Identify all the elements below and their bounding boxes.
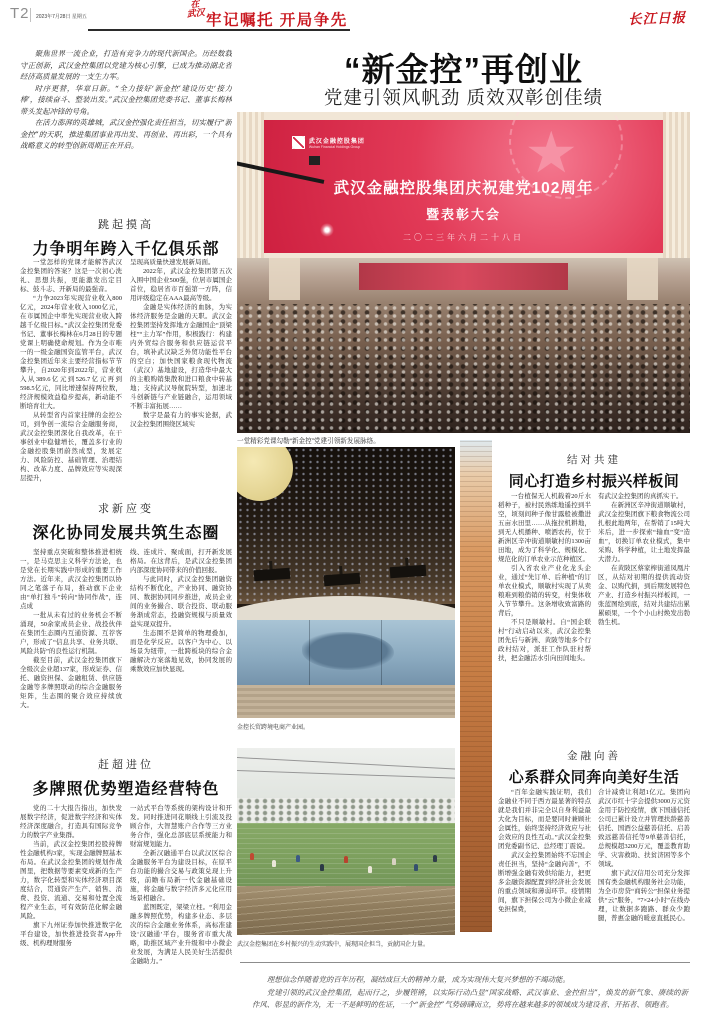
motto-paragraph: 党建引领的武汉金控集团，起而行之，步履铿锵，以实际行动凸显“国家战略、武汉事业、金控担当”，焕发的新气象、赓续的新作风、彰显的新作为，无一不是鲜明的佐证，一个“新金控”气势磅礴而立，势将在越来越多的领域成为建设者、开拓者、领跑者。 xyxy=(252,987,688,1009)
body-paragraph: 生态圈不是简单的物理叠加，而是化学反应。以客户为中心、以场景为纽带，一批跨板块的综合金融解决方案落地见效，协同发展的乘数效应加快显现。 xyxy=(130,630,232,673)
body-paragraph: 与此同时，武汉金控集团融资结构不断优化，产业协同、融资协同、数据协同同步推进，成员企业间的业务撮合、联合投资、联动服务渐成常态，投融资规模与质量效益实现双提升。 xyxy=(130,576,232,628)
r1-column-a xyxy=(498,492,591,748)
section-header-s1 xyxy=(20,216,232,259)
field-worker xyxy=(344,856,348,863)
exhibition-hall-photo xyxy=(237,447,455,718)
audience-crowd xyxy=(237,304,690,434)
header-divider xyxy=(30,8,31,22)
sub-headline: 党建引领风帆劲 质效双彰创佳绩 xyxy=(323,87,604,108)
section-kicker: 跳起摸高 xyxy=(98,219,154,231)
body-paragraph: 线、连成片、聚成面，打开新发展格局。在这背后，是武汉金控集团内部深度协同带来的价值回报。 xyxy=(130,549,232,574)
s2-column-a xyxy=(20,548,122,754)
hall-floor xyxy=(237,685,455,718)
photo-caption: 金控长贸跨境电商产业园。 xyxy=(237,725,310,731)
r1-column-b xyxy=(598,492,690,748)
motto-paragraph: 理想信念伴随着党的百年历程，凝结成巨大的精神力量，成为实现伟大复兴梦想的不竭动能。 xyxy=(266,975,570,984)
s3-column-b xyxy=(130,804,232,1016)
body-paragraph: “百年金融实践证明，我们金融业不同于西方最显著的特点就是我们并非完全以自身利益最大化为目标，而是要同时兼顾社会属性，始终坚持经济效应与社会效应的良性互动。”武汉金控集团党委副书记、总经理丁震说。 xyxy=(498,789,591,850)
body-paragraph: 蓝图既定，架梁立柱。“利用金融多牌照优势，构建多业态、多层次的综合金融业务体系，高标准建设‘汉融通’平台，服务省市重大战略，助推区域产业升级和中小微企业发展，为满足人民美好生活提供金融助力。” xyxy=(130,904,232,965)
body-paragraph: 有武汉金控集团的真抓实干。 xyxy=(598,493,683,500)
intro-paragraph: 时序更替，华章日新。“全力接好‘新金控’建设历史‘接力棒’，接续奋斗、整装出发。”武汉金控集团党委书记、董事长梅林带头发起冲锋的号角。 xyxy=(20,83,232,116)
marble-column-right xyxy=(663,112,690,258)
tower-photo-strip xyxy=(460,440,492,932)
section-kicker: 结对共建 xyxy=(567,454,621,466)
whfh-logo-english: Wuhan Financial Holdings Group xyxy=(308,144,361,149)
body-paragraph: 一台植保无人机载着20斤水稻种子，被村民熟练地遥控到半空，顷刻间种子像甘露般被撒进五亩水田里……从拖拉机耕地，到无人机播种、喷洒农药，位于新洲区辛冲街道顺敏村的1300亩田地，成为了科学化、规模化、规范化的订单农业示范种植区。 xyxy=(498,493,591,563)
field-worker xyxy=(414,864,418,871)
body-paragraph: 旗下九州证券加快推进数字化平台建设，加快推进投资者App升级、机构理财服务 xyxy=(20,922,122,947)
stamp-text-bottom: 武汉 xyxy=(186,8,206,20)
crop-rows xyxy=(237,823,455,887)
body-paragraph: 当前，武汉金控集团控股持牌性金融机构3家，实现金融牌照基本布局。在武汉金控集团的规划作战图里，把数据等要素变成新的生产力，数字化转型和实体经济项目深度结合，贯通资产生产、销售、消费、投资、流通、交易和处置全流程产业生态，可有效防范化解金融风险。 xyxy=(20,841,122,920)
body-paragraph: 数字是最有力的事实论据，武汉金控集团围绕区域实 xyxy=(130,412,232,428)
body-paragraph: 引入省农业产业化龙头企业，通过“先订单、后种植”的订单农业模式，顺敏村实现了从卖粮难到粮俏销的转变，村集体收入节节攀升。这条增收致富路的背后， xyxy=(498,565,591,617)
photo-caption: 武汉金控集团在乡村振兴的生动实践中，展现国企担当，贡献国企力量。 xyxy=(237,942,430,948)
field-worker xyxy=(320,864,324,871)
pillar-right xyxy=(627,258,659,300)
screen-seam xyxy=(381,620,382,685)
body-paragraph: 不只是顺敏村。自“国企联村”行动启动以来，武汉金控集团先后与新洲、黄陂等地多个行政村结对，派驻工作队驻村帮扶，把金融活水引向田间地头。 xyxy=(498,619,591,662)
zaiwuhan-stamp-logo xyxy=(184,0,209,31)
photo-caption: 一堂精彩党课勾勒“新金控”党建引领新发展脉络。 xyxy=(237,438,380,445)
section-kicker: 赶超进位 xyxy=(98,759,154,771)
changjiang-daily-logo: 长江日报 xyxy=(627,9,687,29)
section-kicker: 求新应变 xyxy=(98,503,154,515)
tree-line xyxy=(237,798,455,822)
far-led-screen xyxy=(359,263,567,289)
issue-date: 2023年7月28日 星期五 xyxy=(36,14,87,20)
section-title: 多牌照优势塑造经营特色 xyxy=(32,781,220,798)
intro-paragraph: 在活力澎湃的英雄城，武汉金控强化责任担当，切实履行“新金控”的天职，推进集团事业再出发、再创业、再出彩，一个具有战略意义的转型创新周期正在开启。 xyxy=(20,118,232,150)
section-header-s2 xyxy=(20,500,232,543)
body-paragraph: 2022年，武汉金控集团第五次入围中国企业500强，位居市属国企首位，稳居省市百强第一方阵，信用评级稳定在AAA最高等级。 xyxy=(130,268,232,302)
muddy-water xyxy=(237,886,455,935)
body-paragraph: 武汉金控集团始终不忘国企责任担当，坚持“金融向善”，不断增强金融有效供给能力，把更多金融资源配置到经济社会发展的重点领域和薄弱环节。疫情期间，旗下担保公司为小微企业减免担保费， xyxy=(498,852,591,913)
s3-column-a xyxy=(20,804,122,1016)
led-screen xyxy=(264,120,663,253)
section-header-s3 xyxy=(20,756,232,799)
body-paragraph: “力争2023年实现营业收入800亿元，2024年营业收入1000亿元，在市属国企中率先实现营业收入跨越千亿级目标。”武汉金控集团党委书记、董事长梅林在6月28日的专题党课上明确使命规划。作为全市唯一的一级金融国资监管平台，武汉金控集团近年来主要经营指标节节攀升，自2020年到2022年，营业收入从389.6亿元到526.7亿元再到598.5亿元，同比增速保持两位数，经济规模效益稳步提高，新动能不断培育壮大。 xyxy=(20,295,122,410)
whfh-logo-name: 武汉金融控股集团 xyxy=(308,138,365,145)
s1-column-b xyxy=(130,258,232,498)
body-paragraph: 合计减费让利超1亿元。集团向武汉市红十字会提供3000万元资金用于防控疫情，旗下国通信托公司已累计设立并管理扶龄慈善信托、国酒公益慈善信托、启善致远慈善信托等9单慈善信托，总规模超3200万元，覆盖教育助学、灾害救助、扶贫济困等多个领域。 xyxy=(598,789,690,868)
section-header-r1 xyxy=(498,452,690,491)
body-paragraph: 全新汉融通平台以武汉区综合金融服务平台为建设目标，在原平台功能的撮合交易与政策兑现上升级，前瞻布局新一代金融基础设施，将金融与数字经济多元化应用场景相融合。 xyxy=(130,850,232,902)
intro-paragraph: 聚焦世界一流企业，打造有竞争力的现代新国企。历经数载守正创新，武汉金控集团以党建为核心引擎，已成为推动湖北省经济高质量发展的一支生力军。 xyxy=(20,49,232,81)
audience-photo xyxy=(237,258,690,433)
whfh-logo xyxy=(292,136,365,149)
body-paragraph: 金融是实体经济的血脉，为实体经济服务是金融的天职。武汉金控集团坚持发挥地方金融国企“顶梁柱”“主力军”作用，积极践行：构建内外贸综合服务和供应链运营平台，填补武汉缺乏外贸功能性平台的空白；加快国家粮食现代物流（武汉）基地建设，打造华中最大的主粮购销集散和进口粮食中转基地；支持武汉导航院转型，加速北斗创新链与产业链融合，运用领域不断丰富拓展…… xyxy=(130,304,232,410)
screen-date-line: 二〇二三年六月二十八日 xyxy=(403,232,524,242)
intro-block xyxy=(20,48,232,186)
section-title: 深化协同发展共筑生态圈 xyxy=(32,525,220,542)
body-paragraph: 党的二十大报告指出，加快发展数字经济，促进数字经济和实体经济深度融合，打造具有国际竞争力的数字产业集群。 xyxy=(20,805,122,839)
page-number: T2 xyxy=(10,5,30,22)
body-paragraph: 坚持重点突破和整体推进相统一，是马克思主义科学方法论，也是党在长期实践中形成的重要工作方法。近年来，武汉金控集团以协同之笔落子布局，推动旗下企业由“单打独斗”转向“协同作战”，连点成 xyxy=(20,549,122,610)
stamp-text-top: 在 xyxy=(189,0,200,11)
s1-column-a xyxy=(20,258,122,498)
footer-rule xyxy=(240,962,690,963)
body-paragraph: 呈现高质量快速发展新局面。 xyxy=(130,259,215,266)
screen-title-line1: 武汉金融控股集团庆祝建党102周年 xyxy=(333,179,594,197)
body-paragraph: 一站式平台等系统的架构设计和开发。同时推进同花顺线上引流及投顾合作，大智慧账户合作等三方业务合作，强化总部底层系统能力和财富规划能力。 xyxy=(130,805,232,848)
section-title: 力争明年跨入千亿俱乐部 xyxy=(32,241,220,258)
pillar-left xyxy=(269,258,301,300)
footer-motto xyxy=(252,974,688,1012)
section-title: 同心打造乡村振兴样板间 xyxy=(508,473,680,490)
body-paragraph: 在黄陂区蔡家榨街道凤凰片区，从结对初期的提供流动资金、以购代捐，到后期发展特色产业、打造乡村振兴样板间，一张蓝图绘到底，结对共建结出累累硕果，一个个小山村焕发出勃勃生机。 xyxy=(598,565,690,626)
field-worker xyxy=(433,855,437,862)
paddy-field xyxy=(237,823,455,887)
main-headline: “新金控”再创业 xyxy=(344,51,583,88)
stage-photo xyxy=(237,112,690,258)
section-title: 心系群众同奔向美好生活 xyxy=(508,769,680,786)
s2-column-b xyxy=(130,548,232,754)
screen-seam xyxy=(309,620,310,685)
body-paragraph: 一堂怎样的党课才能解答武汉金控集团的答案？这是一次初心洗礼、思想共振，更能激发出定目标、鼓斗志、开新局的最强音。 xyxy=(20,259,122,293)
field-worker xyxy=(296,855,300,862)
field-worker xyxy=(392,858,396,865)
section-kicker: 金融向善 xyxy=(567,750,621,762)
curved-screens xyxy=(237,620,455,685)
body-paragraph: 一批从未有过的业务机会不断涌现，50余家成员企业、战投伙伴在集团生态圈内互通资源、互荐客户，形成了“信息共享、业务共联、风险共防”的良性运行机制。 xyxy=(20,612,122,655)
body-paragraph: 旗下武汉信用公司充分发挥国有类金融机构服务社会功能，为全市房贷“商转公”担保业务提供“云”服务，“7×24小时”在线办理，让数据多跑路、群众少跑腿，普惠金融的暖意直抵民心。 xyxy=(598,870,690,922)
body-paragraph: 在新洲区辛冲街道顺敏村，武汉金控集团旗下粮食物流公司扎根此地两年，在帮销了15吨大米后，进一步探索“输血”变“造血”，切换订单农业模式，集中采购、科学种植，让土地发挥最大潜力。 xyxy=(598,502,690,563)
rice-field-photo xyxy=(237,748,455,935)
field-worker xyxy=(368,866,372,873)
field-worker xyxy=(272,860,276,867)
camera-icon xyxy=(309,156,320,165)
body-paragraph: 从转型省内首家挂牌的金控公司，到争创一流综合金融服务商，武汉金控集团深化自我改革，在干事创业中稳健增长，覆盖多行业的金融控股集团蔚然成型，发展定力、风险防控、基础管理、治理结构、改革力度、品牌效应等实现深层提升， xyxy=(20,412,122,482)
screen-title-line2: 暨表彰大会 xyxy=(425,206,501,222)
body-paragraph: 截至目前，武汉金控集团旗下全级次企业超137家，形成证券、信托、融资担保、金融租赁、供应链金融等多牌照联动的综合金融服务矩阵，生态圈的聚合效应持续放大。 xyxy=(20,657,122,709)
field-worker xyxy=(250,853,254,860)
whfh-logo-icon xyxy=(292,136,305,149)
r2-column-a xyxy=(498,788,591,958)
marble-column-left xyxy=(237,112,264,258)
r2-column-b xyxy=(598,788,690,958)
column-banner: 牢记嘱托 开局争先 xyxy=(206,12,348,29)
section-header-r2 xyxy=(498,748,690,787)
